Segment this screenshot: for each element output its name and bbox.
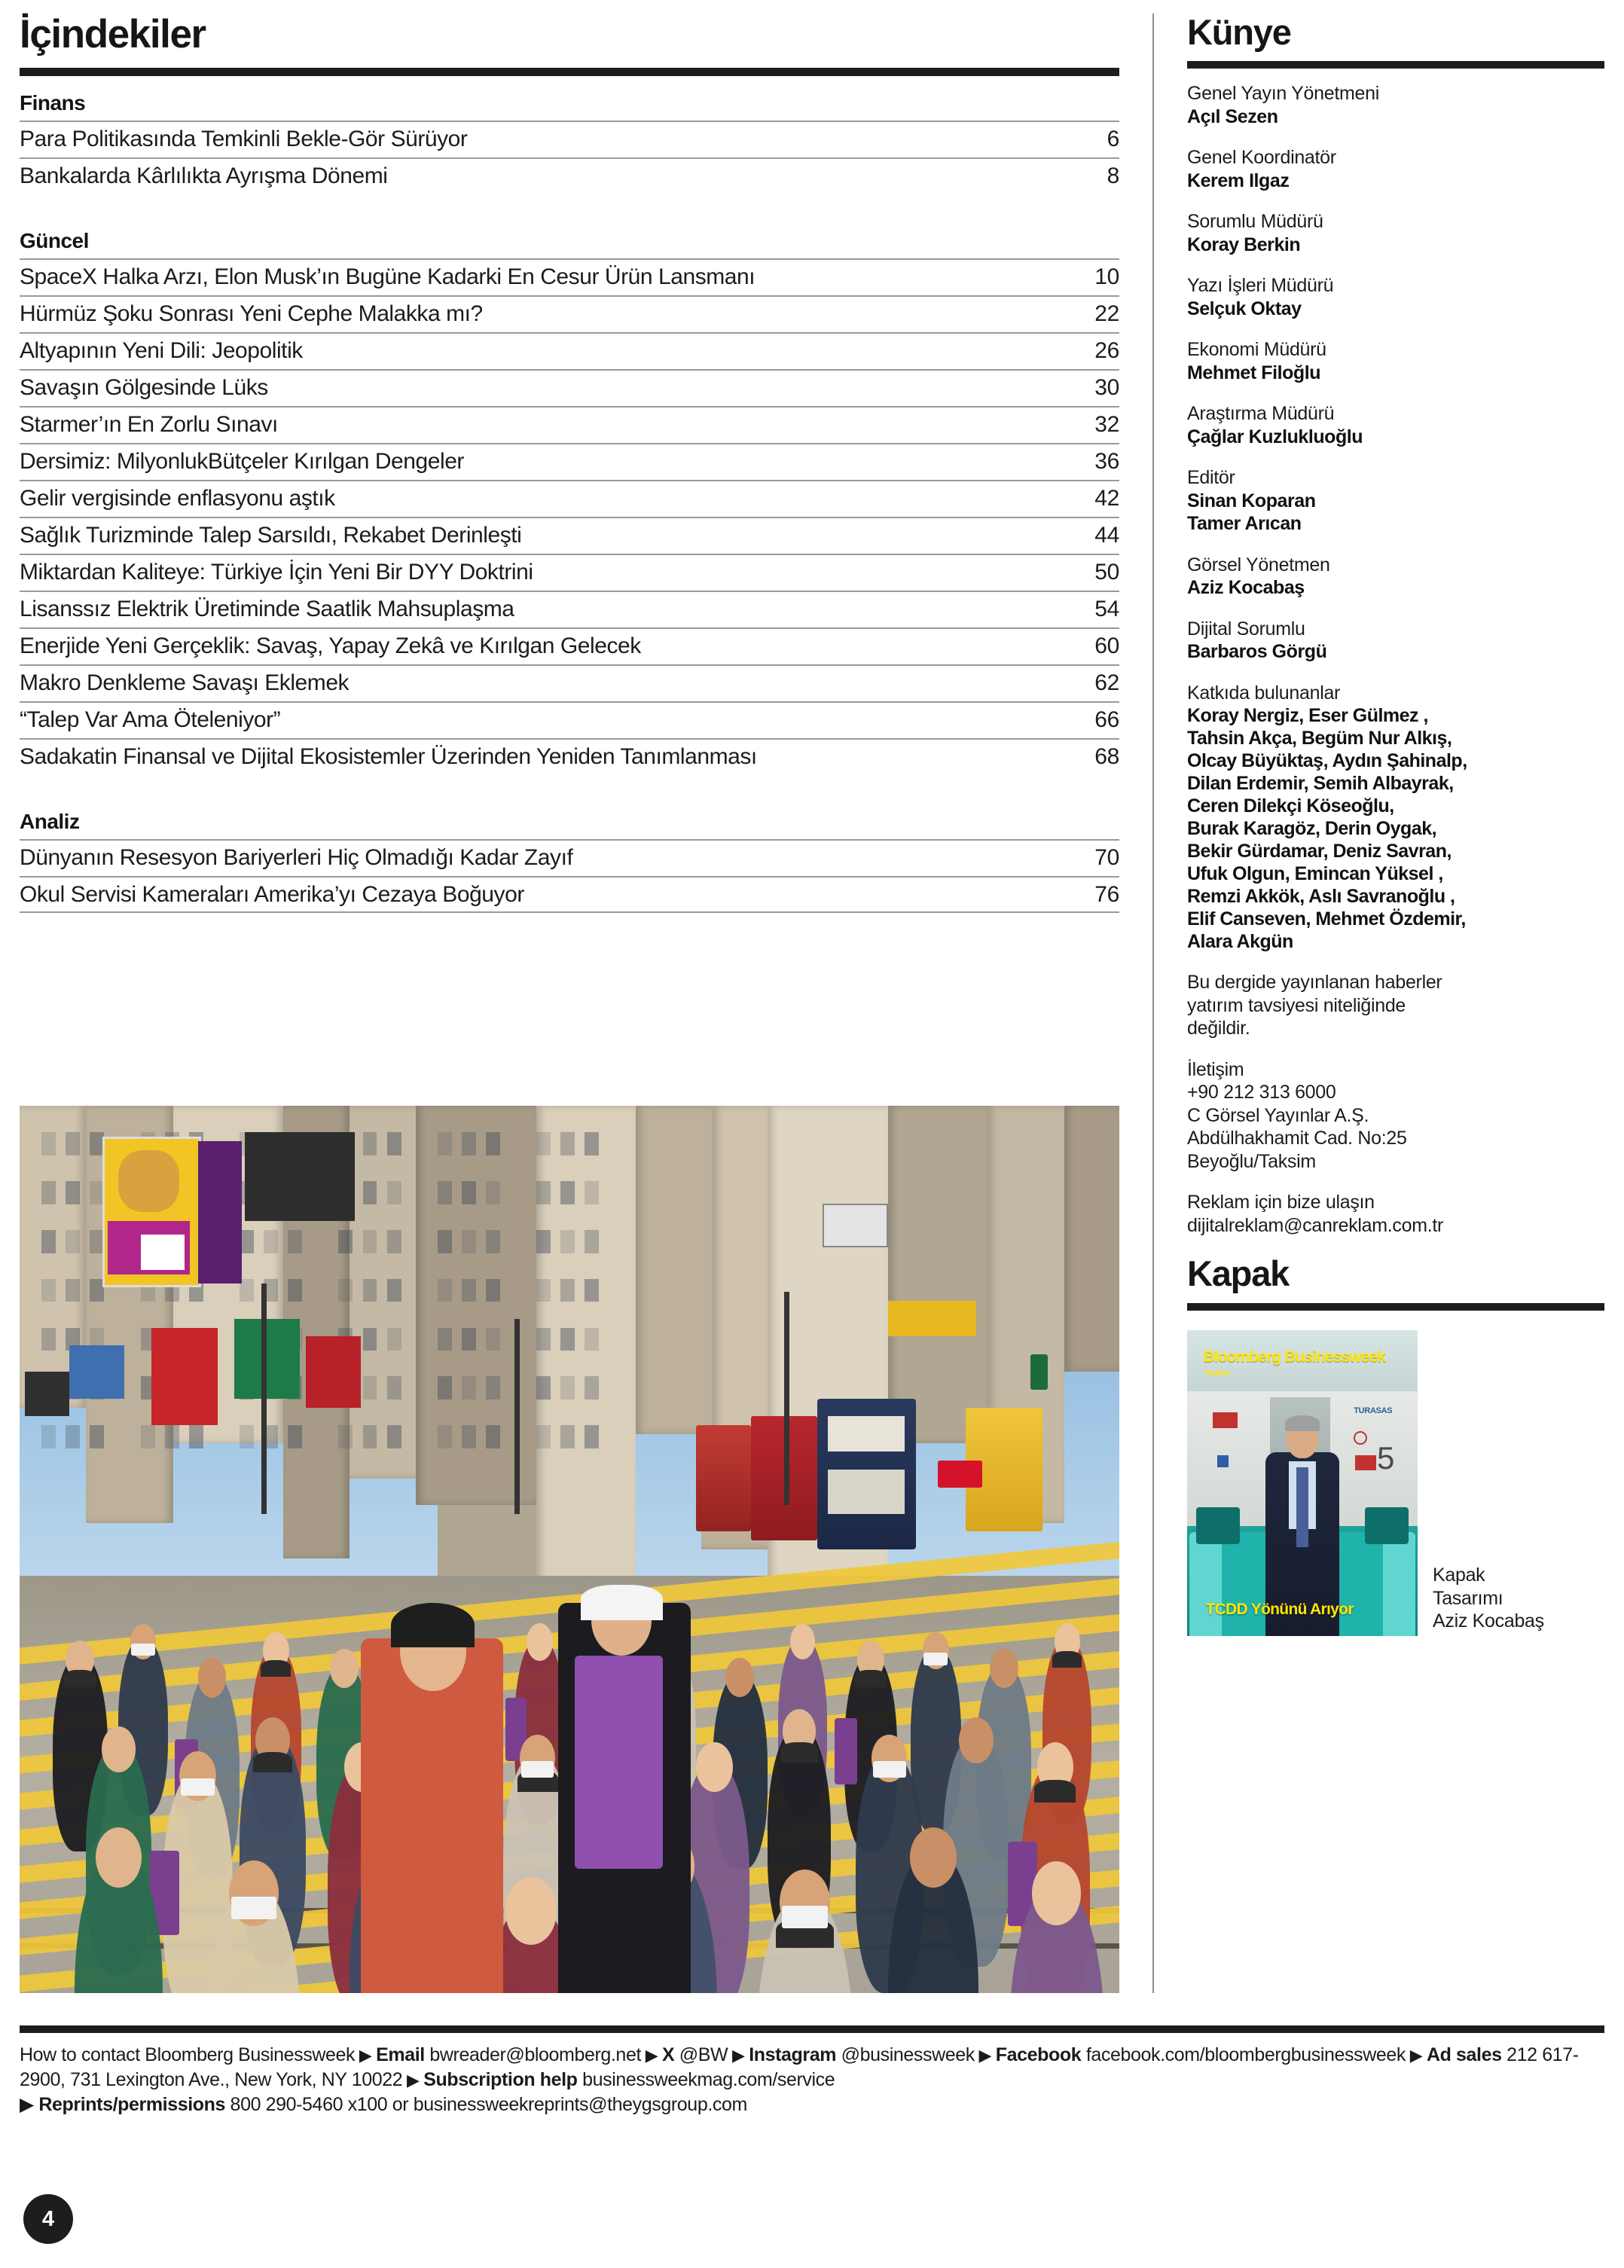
photo-window [536, 1279, 551, 1302]
contributors-label: Katkıda bulunanlar [1187, 682, 1341, 704]
toc-entry-page: 10 [1094, 264, 1119, 289]
photo-window [387, 1279, 401, 1302]
toc-entry-page: 76 [1094, 881, 1119, 907]
photo-window [363, 1328, 377, 1351]
footer-intro: How to contact Bloomberg Businessweek [20, 2044, 356, 2065]
toc-entry-title: Savaşın Gölgesinde Lüks [20, 374, 268, 400]
toc-entry[interactable] [20, 591, 1119, 627]
kapak-rule [1187, 1303, 1604, 1311]
footer-instagram-value: @businessweek [836, 2044, 975, 2065]
credit-name: Mehmet Filoğlu [1187, 362, 1321, 383]
title-rule [20, 68, 1119, 76]
photo-window [387, 1181, 401, 1204]
arrow-icon: ▶ [641, 2046, 662, 2065]
toc-entry-page: 32 [1094, 411, 1119, 437]
street-crossing-photo [20, 1106, 1119, 1993]
photo-building [1064, 1106, 1119, 1372]
photo-sign-168 [823, 1204, 889, 1248]
credit-name: Barbaros Görgü [1187, 641, 1327, 663]
photo-window [438, 1181, 452, 1204]
table-of-contents [20, 14, 1119, 913]
photo-window [462, 1279, 476, 1302]
credit-block [1187, 402, 1604, 448]
photo-window [462, 1376, 476, 1400]
toc-entry[interactable] [20, 738, 1119, 775]
column-divider [1152, 14, 1154, 1993]
credit-block [1187, 554, 1604, 600]
section-gap [20, 775, 1119, 795]
photo-window [387, 1328, 401, 1351]
photo-window [363, 1132, 377, 1155]
photo-window [585, 1230, 599, 1253]
photo-window [438, 1230, 452, 1253]
photo-foreground-pedestrian [361, 1638, 504, 1993]
advertising-block [1187, 1191, 1604, 1237]
photo-window [585, 1425, 599, 1448]
photo-backpack [835, 1718, 856, 1784]
photo-window [462, 1425, 476, 1448]
photo-bus-ad [828, 1470, 905, 1514]
photo-window [536, 1376, 551, 1400]
contact-line: Abdülhakhamit Cad. No:25 [1187, 1128, 1407, 1149]
contributor-line: Alara Akgün [1187, 931, 1293, 953]
toc-entry-title: Hürmüz Şoku Sonrası Yeni Cephe Malakka mı? [20, 301, 483, 326]
kapak-heading: Kapak [1187, 1253, 1290, 1294]
photo-window [387, 1132, 401, 1155]
photo-window [438, 1279, 452, 1302]
photo-window [90, 1425, 104, 1448]
toc-entry-title: Makro Denkleme Savaşı Eklemek [20, 670, 350, 695]
toc-entry-page: 30 [1094, 374, 1119, 400]
photo-building [888, 1106, 987, 1443]
toc-entry[interactable] [20, 369, 1119, 406]
credit-block [1187, 338, 1604, 384]
photo-bus-red [696, 1425, 751, 1531]
photo-billboard-white [141, 1235, 185, 1270]
masthead-column [1187, 14, 1604, 1636]
cover-caption-line: Kapak [1433, 1564, 1485, 1586]
photo-window [240, 1425, 254, 1448]
photo-pedestrian-head [696, 1742, 733, 1792]
contributor-line: Koray Nergiz, Eser Gülmez , [1187, 705, 1428, 727]
photo-window [536, 1328, 551, 1351]
credit-name: Çağlar Kuzlukluoğlu [1187, 426, 1363, 447]
credit-name: Koray Berkin [1187, 234, 1301, 255]
photo-window [363, 1425, 377, 1448]
photo-window [41, 1425, 56, 1448]
photo-window [363, 1181, 377, 1204]
toc-entry-page: 36 [1094, 448, 1119, 474]
photo-window [486, 1376, 500, 1400]
footer-reprints-label: Reprints/permissions [38, 2094, 226, 2115]
toc-entry[interactable] [20, 876, 1119, 913]
photo-window [560, 1328, 575, 1351]
toc-entry-page: 8 [1107, 163, 1119, 188]
toc-entry[interactable] [20, 701, 1119, 738]
photo-window [387, 1376, 401, 1400]
toc-entry-title: “Talep Var Ama Öteleniyor” [20, 707, 281, 732]
contributor-line: Elif Canseven, Mehmet Özdemir, [1187, 908, 1466, 930]
toc-entry-title: Miktardan Kaliteye: Türkiye İçin Yeni Bir DYY Doktrini [20, 559, 533, 585]
kunye-credits-list [1187, 82, 1604, 664]
photo-window [462, 1181, 476, 1204]
footer-email-label: Email [376, 2044, 425, 2065]
photo-sign-dark [245, 1132, 355, 1221]
credit-block [1187, 274, 1604, 320]
photo-pedestrian-head [96, 1827, 142, 1888]
toc-entry[interactable] [20, 480, 1119, 517]
toc-entry-page: 44 [1094, 522, 1119, 548]
photo-billboard-face [118, 1150, 179, 1212]
credit-name: Aziz Kocabaş [1187, 577, 1305, 599]
photo-window [486, 1279, 500, 1302]
photo-window [66, 1279, 80, 1302]
kunye-heading: Künye [1187, 12, 1291, 52]
toc-entry-title: SpaceX Halka Arzı, Elon Musk’ın Bugüne Kadarki En Cesur Ürün Lansmanı [20, 264, 756, 289]
footer-adsales-value: 212 617-2900, 731 Lexington Ave., New York, NY 10022 [20, 2044, 1579, 2090]
photo-face-mask [131, 1644, 155, 1656]
footer-facebook-value: facebook.com/bloombergbusinessweek [1081, 2044, 1406, 2065]
photo-face-mask [923, 1653, 948, 1665]
toc-entry-title: Bankalarda Kârlılıkta Ayrışma Dönemi [20, 163, 388, 188]
photo-window [387, 1425, 401, 1448]
photo-window [462, 1132, 476, 1155]
toc-entry-page: 68 [1094, 743, 1119, 769]
photo-window [585, 1181, 599, 1204]
no-smoking-icon [1354, 1431, 1367, 1445]
photo-pedestrian-hair [1034, 1780, 1076, 1802]
ads-email[interactable]: dijitalreklam@canreklam.com.tr [1187, 1214, 1444, 1236]
toc-entry[interactable] [20, 157, 1119, 194]
photo-sign-red [151, 1328, 218, 1426]
photo-window [363, 1230, 377, 1253]
photo-sign-ush [25, 1372, 69, 1416]
cover-logo-sub: Türkiye [1204, 1369, 1231, 1378]
photo-pedestrian-hair [261, 1660, 291, 1677]
footer-x-label: X [661, 2044, 675, 2065]
photo-sign-blue [69, 1345, 124, 1399]
toc-entry-page: 70 [1094, 844, 1119, 870]
photo-face-mask [873, 1761, 905, 1778]
photo-sign-purple [198, 1141, 242, 1283]
disclaimer-line: Bu dergide yayınlanan haberler [1187, 972, 1442, 994]
credit-role: Ekonomi Müdürü [1187, 339, 1326, 361]
photo-building [636, 1106, 713, 1434]
photo-face-mask [521, 1761, 554, 1778]
photo-window [560, 1132, 575, 1155]
toc-entry-page: 22 [1094, 301, 1119, 326]
footer-x-value: @BW [674, 2044, 728, 2065]
photo-window [66, 1230, 80, 1253]
photo-pole [784, 1292, 789, 1505]
photo-window [585, 1376, 599, 1400]
toc-entry[interactable] [20, 554, 1119, 591]
credit-block [1187, 146, 1604, 192]
toc-section-heading: Analiz [20, 809, 80, 833]
toc-entry[interactable] [20, 839, 1119, 876]
toc-entry-title: Sağlık Turizminde Talep Sarsıldı, Rekabet Derinleşti [20, 522, 522, 548]
photo-pole [261, 1284, 267, 1514]
toc-entry[interactable] [20, 406, 1119, 443]
photo-pole [514, 1319, 520, 1514]
photo-window [288, 1230, 302, 1253]
credit-block [1187, 210, 1604, 256]
credit-name: Selçuk Oktay [1187, 298, 1302, 319]
photo-window [585, 1279, 599, 1302]
credit-role: Yazı İşleri Müdürü [1187, 275, 1334, 297]
credit-role: Sorumlu Müdürü [1187, 211, 1323, 233]
page-number-badge: 4 [23, 2194, 73, 2244]
toc-entry-page: 42 [1094, 485, 1119, 511]
arrow-icon: ▶ [974, 2046, 996, 2065]
toc-body [20, 76, 1119, 913]
photo-mcdonalds-sign [938, 1461, 981, 1487]
arrow-icon: ▶ [1406, 2046, 1427, 2065]
photo-pedestrian-head [330, 1649, 359, 1688]
toc-entry-page: 26 [1094, 337, 1119, 363]
contributor-line: Burak Karagöz, Derin Oygak, [1187, 818, 1437, 840]
car-number: 5 [1377, 1439, 1395, 1476]
kapak-row [1187, 1330, 1604, 1636]
toc-entry-page: 66 [1094, 707, 1119, 732]
contributor-line: Ufuk Olgun, Emincan Yüksel , [1187, 863, 1443, 885]
photo-window [338, 1425, 353, 1448]
toc-section-heading: Finans [20, 90, 86, 114]
disclaimer-line: yatırım tavsiyesi niteliğinde [1187, 994, 1406, 1016]
photo-window [438, 1376, 452, 1400]
contact-block [1187, 1058, 1604, 1174]
photo-window [141, 1425, 155, 1448]
photo-window [486, 1328, 500, 1351]
photo-face-mask [782, 1906, 829, 1929]
footer-adsales-label: Ad sales [1426, 2044, 1502, 2065]
photo-sign-gold [888, 1301, 976, 1336]
photo-pedestrian-hair [780, 1742, 819, 1763]
credit-role: Araştırma Müdürü [1187, 403, 1335, 425]
photo-window [66, 1181, 80, 1204]
photo-face-mask [181, 1778, 215, 1796]
toc-entry-page: 50 [1094, 559, 1119, 585]
photo-window [560, 1425, 575, 1448]
photo-window [536, 1425, 551, 1448]
contributor-line: Remzi Akkök, Aslı Savranoğlu , [1187, 886, 1455, 908]
disclaimer-line: değildir. [1187, 1018, 1250, 1039]
photo-window [41, 1279, 56, 1302]
toc-entry-title: Lisanssız Elektrik Üretiminde Saatlik Mahsuplaşma [20, 596, 514, 621]
photo-window [41, 1230, 56, 1253]
contact-line: C Görsel Yayınlar A.Ş. [1187, 1104, 1369, 1126]
photo-bus-window [828, 1416, 905, 1451]
photo-pedestrian-hair [1052, 1651, 1082, 1668]
photo-pedestrian-head [527, 1623, 553, 1660]
photo-window [66, 1132, 80, 1155]
credit-block [1187, 618, 1604, 664]
photo-sign-red [306, 1336, 361, 1407]
footer-subscription-label: Subscription help [423, 2069, 578, 2090]
turasas-brand: TURASAS [1354, 1406, 1393, 1416]
section-gap [20, 194, 1119, 214]
photo-traffic-light [1030, 1354, 1048, 1390]
photo-sign-green [234, 1319, 301, 1399]
credit-role: Dijital Sorumlu [1187, 618, 1305, 639]
photo-window [66, 1425, 80, 1448]
credit-name: Açıl Sezen [1187, 105, 1278, 127]
toc-entry-page: 60 [1094, 633, 1119, 658]
contributors-names [1187, 704, 1604, 953]
photo-pedestrian-head [910, 1827, 957, 1888]
toc-entry-title: Gelir vergisinde enflasyonu aştık [20, 485, 335, 511]
toc-entry[interactable] [20, 443, 1119, 480]
arrow-icon: ▶ [20, 2094, 39, 2115]
photo-window [41, 1181, 56, 1204]
photo-face-mask [231, 1897, 276, 1920]
credit-block [1187, 82, 1604, 128]
toc-entry[interactable] [20, 258, 1119, 295]
toc-entry-title: Sadakatin Finansal ve Dijital Ekosistemler Üzerinden Yeniden Tanımlanması [20, 743, 757, 769]
photo-window [338, 1230, 353, 1253]
photo-window [560, 1279, 575, 1302]
footer-reprints-value: 800 290-5460 x100 or businessweekreprints@theygsgroup.com [225, 2094, 747, 2115]
contact-line: +90 212 313 6000 [1187, 1082, 1336, 1103]
photo-window [536, 1230, 551, 1253]
footer-facebook-label: Facebook [995, 2044, 1082, 2065]
credit-name: Sinan Koparan [1187, 490, 1316, 511]
photo-window [41, 1328, 56, 1351]
photo-pedestrian-head [959, 1717, 994, 1763]
cover-thumbnail [1187, 1330, 1418, 1636]
photo-window [387, 1230, 401, 1253]
photo-pedestrian-hair [63, 1670, 96, 1687]
footer-rule [20, 2025, 1604, 2033]
contact-lines [1187, 1081, 1604, 1173]
credit-role: Görsel Yönetmen [1187, 554, 1330, 575]
cover-headline: TCDD Yönünü Arıyor [1205, 1601, 1354, 1619]
photo-window [462, 1328, 476, 1351]
toc-entry[interactable] [20, 121, 1119, 157]
photo-window [288, 1425, 302, 1448]
contributor-line: Ceren Dilekçi Köseoğlu, [1187, 795, 1394, 817]
photo-window [536, 1181, 551, 1204]
arrow-icon: ▶ [355, 2046, 377, 2065]
photo-window [486, 1181, 500, 1204]
toc-entry[interactable] [20, 295, 1119, 332]
photo-pedestrian-hair [855, 1670, 887, 1687]
photo-foreground-backpack [575, 1656, 663, 1869]
cover-caption-line: Aziz Kocabaş [1433, 1610, 1544, 1632]
disclaimer-text [1187, 971, 1604, 1040]
contributor-line: Tahsin Akça, Begüm Nur Alkış, [1187, 728, 1452, 749]
credit-role: Genel Koordinatör [1187, 147, 1336, 169]
credit-role: Genel Yayın Yönetmeni [1187, 83, 1379, 105]
page-title: İçindekiler [20, 12, 206, 56]
toc-entry[interactable] [20, 627, 1119, 664]
photo-window [288, 1279, 302, 1302]
photo-white-cap [581, 1585, 664, 1620]
photo-pedestrian-hair [253, 1752, 293, 1773]
contributors-block [1187, 682, 1604, 954]
toc-entry-page: 62 [1094, 670, 1119, 695]
cover-logo: Bloomberg Businessweek [1203, 1348, 1386, 1366]
toc-entry-title: Okul Servisi Kameraları Amerika’yı Cezaya Boğuyor [20, 881, 524, 907]
toc-entry[interactable] [20, 517, 1119, 554]
credit-name: Kerem Ilgaz [1187, 169, 1290, 191]
toc-entry-title: Dersimiz: MilyonlukBütçeler Kırılgan Dengeler [20, 448, 464, 474]
photo-window [486, 1230, 500, 1253]
footer-contact-text [20, 2043, 1609, 2117]
kunye-rule [1187, 61, 1604, 69]
credit-name: Tamer Arıcan [1187, 513, 1302, 535]
ads-label: Reklam için bize ulaşın [1187, 1192, 1375, 1213]
cover-caption-line: Tasarımı [1433, 1587, 1503, 1609]
photo-window [363, 1279, 377, 1302]
photo-window [438, 1425, 452, 1448]
photo-window [165, 1425, 179, 1448]
toc-entry-title: Altyapının Yeni Dili: Jeopolitik [20, 337, 303, 363]
photo-window [462, 1230, 476, 1253]
toc-entry[interactable] [20, 332, 1119, 369]
contributor-line: Bekir Gürdamar, Deniz Savran, [1187, 841, 1452, 862]
photo-pedestrian-head [505, 1877, 557, 1945]
photo-window [585, 1328, 599, 1351]
contact-label: İletişim [1187, 1058, 1244, 1080]
photo-pedestrian-head [1032, 1861, 1081, 1925]
credit-role: Editör [1187, 467, 1235, 489]
contributor-line: Dilan Erdemir, Semih Albayrak, [1187, 773, 1454, 795]
photo-window [438, 1328, 452, 1351]
arrow-icon: ▶ [728, 2046, 749, 2065]
photo-window [338, 1279, 353, 1302]
toc-entry-page: 54 [1094, 596, 1119, 621]
photo-pedestrian-head [990, 1649, 1018, 1688]
arrow-icon: ▶ [402, 2071, 424, 2089]
footer-subscription-value: businessweekmag.com/service [577, 2069, 835, 2090]
credit-block [1187, 466, 1604, 536]
footer-email-value: bwreader@bloomberg.net [424, 2044, 641, 2065]
photo-window [438, 1132, 452, 1155]
photo-window [486, 1425, 500, 1448]
photo-window [585, 1132, 599, 1155]
cover-caption [1433, 1564, 1544, 1636]
photo-window [486, 1132, 500, 1155]
photo-foreground-hair [391, 1603, 475, 1647]
footer-instagram-label: Instagram [749, 2044, 837, 2065]
photo-window [264, 1230, 278, 1253]
toc-entry-title: Starmer’ın En Zorlu Sınavı [20, 411, 278, 437]
photo-window [560, 1181, 575, 1204]
photo-pedestrian-head [790, 1624, 815, 1659]
photo-window [536, 1132, 551, 1155]
contributor-line: Olcay Büyüktaş, Aydın Şahinalp, [1187, 750, 1467, 772]
photo-window [41, 1132, 56, 1155]
toc-section-heading: Güncel [20, 228, 89, 252]
toc-entry-page: 6 [1107, 126, 1119, 151]
toc-entry-title: Enerjide Yeni Gerçeklik: Savaş, Yapay Zekâ ve Kırılgan Gelecek [20, 633, 641, 658]
photo-window [363, 1376, 377, 1400]
toc-entry-title: Dünyanın Resesyon Bariyerleri Hiç Olmadığı Kadar Zayıf [20, 844, 573, 870]
toc-entry-title: Para Politikasında Temkinli Bekle-Gör Sürüyor [20, 126, 468, 151]
disclaimer-block [1187, 971, 1604, 1040]
photo-window [560, 1230, 575, 1253]
photo-pedestrian-head [102, 1726, 136, 1772]
contact-line: Beyoğlu/Taksim [1187, 1150, 1316, 1172]
photo-window [189, 1425, 203, 1448]
photo-window [560, 1376, 575, 1400]
toc-entry[interactable] [20, 664, 1119, 701]
